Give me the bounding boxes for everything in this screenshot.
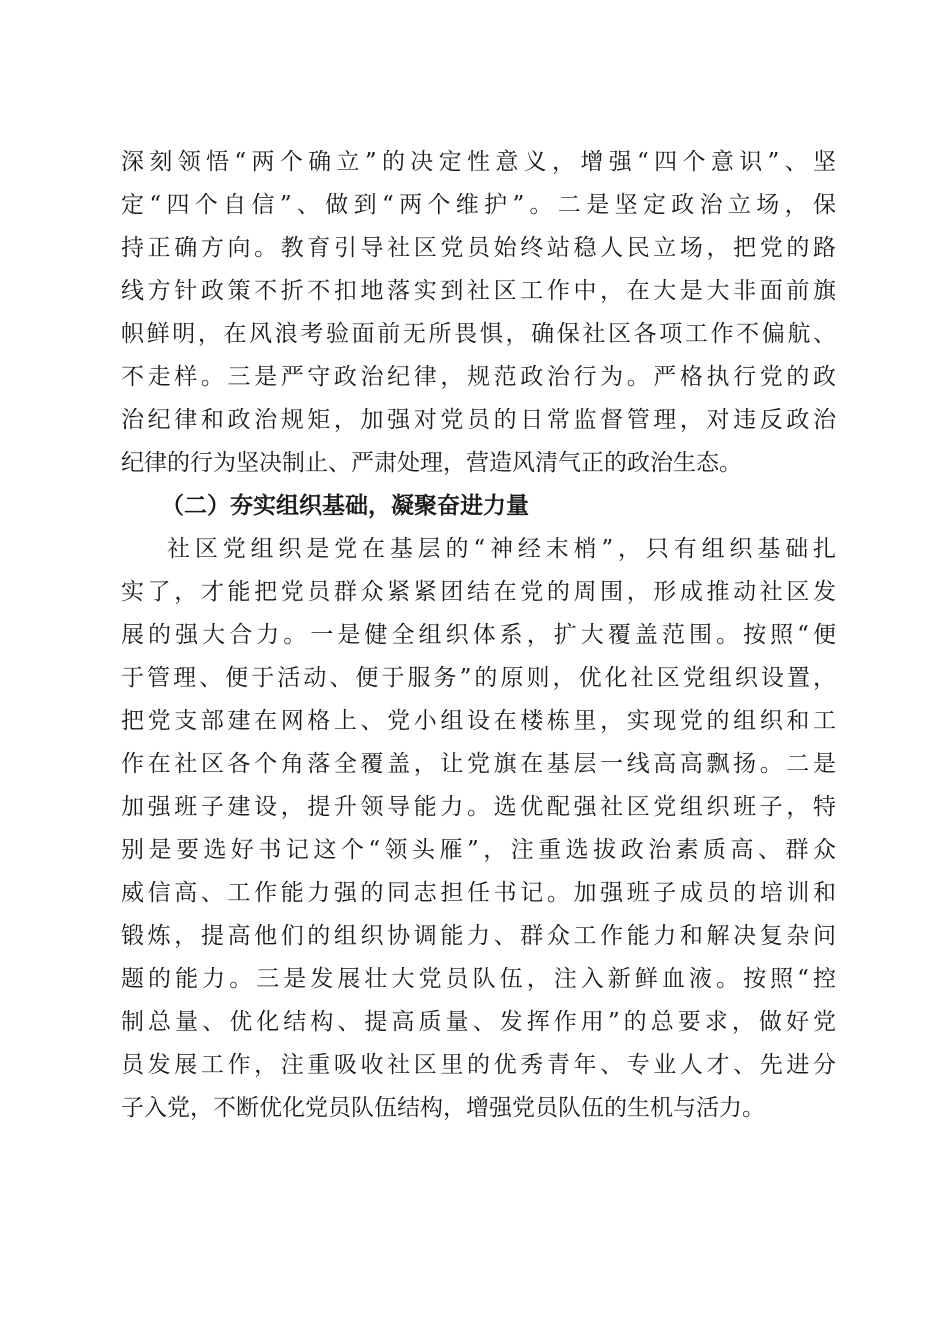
paragraph-line: 治纪律和政治规矩，加强对党员的日常监督管理，对违反政治 (121, 407, 836, 433)
paragraph-line: 实了，才能把党员群众紧紧团结在党的周围，形成推动社区发 (121, 579, 836, 605)
paragraph-line: 帜鲜明，在风浪考验面前无所畏惧，确保社区各项工作不偏航、 (121, 321, 836, 347)
paragraph-line: 定“四个自信”、做到“两个维护”。二是坚定政治立场，保 (121, 192, 836, 218)
paragraph-line: 题的能力。三是发展壮大党员队伍，注入新鲜血液。按照“控 (121, 966, 836, 992)
paragraph-line: 员发展工作，注重吸收社区里的优秀青年、专业人才、先进分 (121, 1052, 836, 1078)
paragraph-line: 线方针政策不折不扣地落实到社区工作中，在大是大非面前旗 (121, 278, 836, 304)
paragraph-line: 不走样。三是严守政治纪律，规范政治行为。严格执行党的政 (121, 364, 836, 390)
document-body (121, 141, 836, 1130)
paragraph-line: 展的强大合力。一是健全组织体系，扩大覆盖范围。按照“便 (121, 622, 836, 648)
paragraph-line: 子入党，不断优化党员队伍结构，增强党员队伍的生机与活力。 (121, 1095, 765, 1121)
section-heading: （二）夯实组织基础，凝聚奋进力量 (161, 493, 529, 519)
paragraph-line: 威信高、工作能力强的同志担任书记。加强班子成员的培训和 (121, 880, 836, 906)
paragraph-line: 于管理、便于活动、便于服务”的原则，优化社区党组织设置， (121, 665, 836, 691)
paragraph-line: 把党支部建在网格上、党小组设在楼栋里，实现党的组织和工 (121, 708, 836, 734)
paragraph-line: 持正确方向。教育引导社区党员始终站稳人民立场，把党的路 (121, 235, 836, 261)
paragraph-line: 锻炼，提高他们的组织协调能力、群众工作能力和解决复杂问 (121, 923, 836, 949)
paragraph-line: 社区党组织是党在基层的“神经末梢”，只有组织基础扎 (167, 536, 836, 562)
paragraph-line: 纪律的行为坚决制止、严肃处理，营造风清气正的政治生态。 (121, 450, 742, 476)
paragraph-line: 加强班子建设，提升领导能力。选优配强社区党组织班子，特 (121, 794, 836, 820)
paragraph-line: 制总量、优化结构、提高质量、发挥作用”的总要求，做好党 (121, 1009, 836, 1035)
paragraph-line: 深刻领悟“两个确立”的决定性意义，增强“四个意识”、坚 (121, 149, 836, 175)
paragraph-line: 别是要选好书记这个“领头雁”，注重选拔政治素质高、群众 (121, 837, 836, 863)
paragraph-line: 作在社区各个角落全覆盖，让党旗在基层一线高高飘扬。二是 (121, 751, 836, 777)
